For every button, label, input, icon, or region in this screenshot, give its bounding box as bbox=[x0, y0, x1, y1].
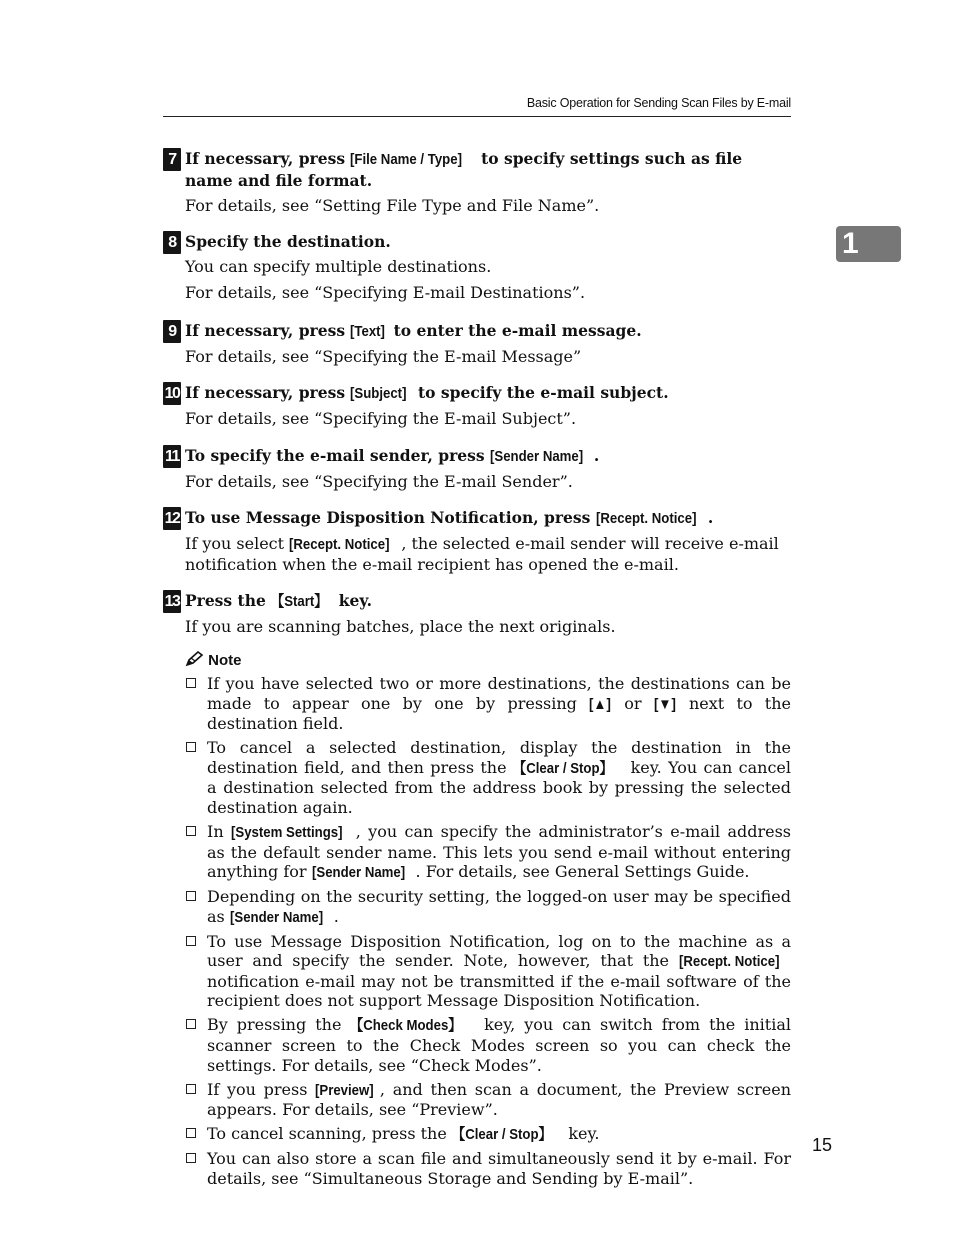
step-12 bbox=[163, 507, 791, 581]
key-label: [Sender Name] bbox=[229, 908, 324, 926]
step-body: You can specify multiple destinations. For details, see “Specifying E-mail Destinations”. bbox=[185, 257, 586, 302]
key-label: [Text] bbox=[350, 323, 386, 340]
step-title: To use Message Disposition Notification, press [Recept. Notice] . bbox=[185, 508, 714, 527]
note-list bbox=[185, 674, 791, 1193]
key-label: [Recept. Notice] bbox=[678, 953, 780, 971]
checkbox-bullet-icon bbox=[186, 826, 196, 836]
note-item: To cancel scanning, press the 【Clear / Stop】 key. bbox=[185, 1124, 791, 1145]
checkbox-bullet-icon bbox=[186, 678, 196, 688]
key-label: [File Name / Type] bbox=[350, 151, 463, 168]
key-label: 【Check Modes】 bbox=[350, 1017, 462, 1035]
step-9 bbox=[163, 320, 791, 373]
running-header bbox=[163, 96, 791, 117]
note-item: If you press [Preview] , and then scan a document, the Preview screen appears. For details, see “Preview”. bbox=[185, 1080, 791, 1120]
step-number: 10 bbox=[163, 382, 181, 405]
checkbox-bullet-icon bbox=[186, 891, 196, 901]
step-title: If necessary, press [Text] to enter the e-mail message. bbox=[185, 321, 642, 340]
step-10 bbox=[163, 382, 791, 435]
step-number: 11 bbox=[163, 445, 181, 468]
up-arrow-key: [▲] bbox=[589, 695, 612, 713]
key-label: [Recept. Notice] bbox=[289, 536, 390, 553]
step-body: For details, see “Setting File Type and File Name”. bbox=[185, 196, 600, 215]
note-item: In [System Settings] , you can specify the administrator’s e-mail address as the default sender name. This lets you send e-mail without entering anything for [Sender Name] . For details, see General Settings Guide. bbox=[185, 822, 791, 883]
chapter-tab: 1 bbox=[836, 226, 901, 262]
step-number: 13 bbox=[163, 590, 181, 613]
step-body: If you are scanning batches, place the next originals. bbox=[185, 617, 616, 636]
pencil-icon bbox=[185, 651, 204, 667]
key-label: [Preview] bbox=[315, 1081, 374, 1099]
checkbox-bullet-icon bbox=[186, 1019, 196, 1029]
key-label: 【Clear / Stop】 bbox=[512, 759, 613, 777]
checkbox-bullet-icon bbox=[186, 936, 196, 946]
checkbox-bullet-icon bbox=[186, 742, 196, 752]
step-title: If necessary, press [File Name / Type] to specify settings such as file name and file format. bbox=[185, 149, 743, 190]
key-label: [Sender Name] bbox=[490, 448, 584, 465]
note-item: To use Message Disposition Notification, log on to the machine as a user and specify the sender. Note, however, that the [Recept. Notice] notification e-mail may not be transmitted if the e-mail software of the recipient does not support Message Disposition Notification. bbox=[185, 932, 791, 1011]
step-body: For details, see “Specifying the E-mail Sender”. bbox=[185, 472, 573, 491]
step-7 bbox=[163, 148, 791, 222]
step-body: If you select [Recept. Notice] , the selected e-mail sender will receive e-mail notification when the e-mail recipient has opened the e-mail. bbox=[185, 534, 779, 574]
key-label: [System Settings] bbox=[231, 823, 343, 841]
note-item: By pressing the 【Check Modes】 key, you can switch from the initial scanner screen to the Check Modes screen so you can check the settings. For details, see “Check Modes”. bbox=[185, 1015, 791, 1075]
step-number: 12 bbox=[163, 507, 181, 530]
note-heading: Note bbox=[185, 651, 242, 669]
note-item: To cancel a selected destination, display the destination in the destination field, and then press the 【Clear / Stop】 key. You can cancel a destination selected from the address book by pressing the selected destination again. bbox=[185, 738, 791, 817]
key-label: 【Clear / Stop】 bbox=[451, 1126, 552, 1144]
step-title: Press the 【Start】 key. bbox=[185, 591, 373, 610]
key-label: [Subject] bbox=[350, 385, 407, 402]
step-title: Specify the destination. bbox=[185, 232, 391, 251]
step-number: 8 bbox=[163, 231, 181, 254]
step-number: 7 bbox=[163, 148, 181, 171]
step-8 bbox=[163, 231, 791, 309]
key-label: [Recept. Notice] bbox=[595, 510, 697, 527]
step-11 bbox=[163, 445, 791, 498]
note-item: You can also store a scan file and simultaneously send it by e-mail. For details, see “Simultaneous Storage and Sending by E-mail”. bbox=[185, 1149, 791, 1188]
down-arrow-key: [▼] bbox=[653, 695, 676, 713]
step-number: 9 bbox=[163, 320, 181, 343]
step-body: For details, see “Specifying the E-mail Subject”. bbox=[185, 409, 577, 428]
step-title: To specify the e-mail sender, press [Sender Name] . bbox=[185, 446, 600, 465]
note-item: Depending on the security setting, the logged-on user may be specified as [Sender Name] . bbox=[185, 887, 791, 927]
step-title: If necessary, press [Subject] to specify the e-mail subject. bbox=[185, 383, 669, 402]
page-number: 15 bbox=[812, 1135, 833, 1155]
note-item: If you have selected two or more destinations, the destinations can be made to appear one by one by pressing [▲] or [▼] next to the destination field. bbox=[185, 674, 791, 734]
running-title: Basic Operation for Sending Scan Files by E-mail bbox=[526, 96, 791, 110]
checkbox-bullet-icon bbox=[186, 1128, 196, 1138]
key-label: 【Start】 bbox=[271, 593, 328, 610]
step-13 bbox=[163, 590, 791, 643]
checkbox-bullet-icon bbox=[186, 1084, 196, 1094]
step-body: For details, see “Specifying the E-mail Message” bbox=[185, 347, 582, 366]
checkbox-bullet-icon bbox=[186, 1153, 196, 1163]
key-label: [Sender Name] bbox=[311, 864, 405, 882]
